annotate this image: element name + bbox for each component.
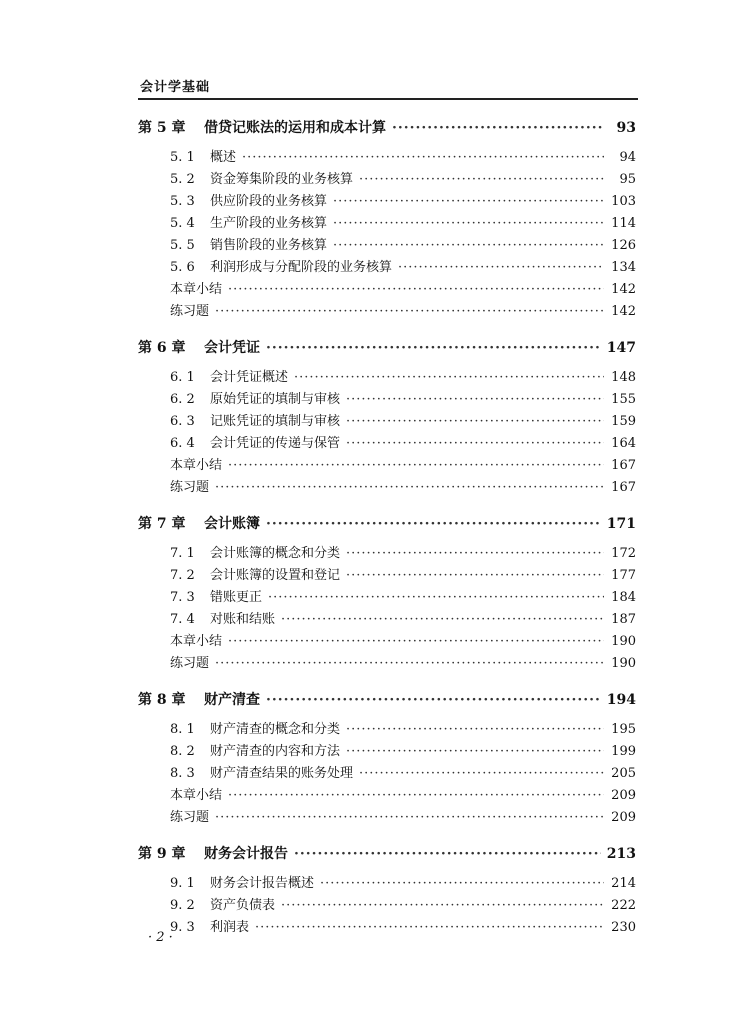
section-title: 利润形成与分配阶段的业务核算 [210, 260, 393, 275]
leader-dots [392, 117, 604, 139]
section-title: 会计凭证的传递与保管 [210, 436, 341, 451]
chapter-page: 194 [606, 692, 636, 708]
leader-dots [268, 587, 604, 609]
toc-entry[interactable] [138, 367, 636, 389]
section-page: 155 [611, 392, 636, 407]
toc-entry[interactable] [138, 895, 636, 917]
leader-dots [266, 689, 601, 711]
section-number: 6. 4 [170, 436, 195, 451]
toc-entry[interactable] [138, 609, 636, 631]
section-number: 5. 2 [170, 172, 195, 187]
chapter-number: 第 5 章 [138, 120, 186, 136]
section-title: 财产清查结果的账务处理 [210, 766, 354, 781]
section-title: 本章小结 [170, 458, 223, 473]
table-of-contents [138, 117, 636, 953]
section-number: 8. 2 [170, 744, 195, 759]
chapter-block [138, 337, 636, 499]
section-title: 练习题 [170, 656, 210, 671]
toc-entry[interactable] [138, 543, 636, 565]
toc-entry[interactable] [138, 477, 636, 499]
leader-dots [398, 257, 604, 279]
header-rule [138, 98, 638, 100]
section-page: 114 [611, 216, 636, 231]
toc-entry[interactable] [138, 587, 636, 609]
toc-entry[interactable] [138, 169, 636, 191]
leader-dots [320, 873, 604, 895]
section-title: 对账和结账 [210, 612, 276, 627]
chapter-page: 171 [606, 516, 636, 532]
toc-entry[interactable] [138, 147, 636, 169]
section-number: 7. 3 [170, 590, 195, 605]
section-page: 94 [619, 150, 636, 165]
section-page: 142 [611, 304, 636, 319]
section-page: 167 [611, 480, 636, 495]
chapter-page: 93 [616, 120, 636, 136]
chapter-title: 财产清查 [204, 692, 260, 708]
section-page: 95 [619, 172, 636, 187]
section-number: 8. 3 [170, 766, 195, 781]
page-number: · 2 · [148, 930, 173, 945]
section-page: 190 [611, 656, 636, 671]
section-page: 148 [611, 370, 636, 385]
chapter-title: 财务会计报告 [204, 846, 288, 862]
section-page: 159 [611, 414, 636, 429]
section-number: 7. 1 [170, 546, 195, 561]
toc-entry[interactable] [138, 235, 636, 257]
section-number: 6. 3 [170, 414, 195, 429]
leader-dots [242, 147, 604, 169]
chapter-number: 第 6 章 [138, 340, 186, 356]
toc-entry[interactable] [138, 455, 636, 477]
chapter-entry[interactable] [138, 117, 636, 139]
section-number: 9. 3 [170, 920, 195, 935]
toc-entry[interactable] [138, 257, 636, 279]
leader-dots [346, 719, 604, 741]
section-title: 资金筹集阶段的业务核算 [210, 172, 354, 187]
leader-dots [346, 741, 604, 763]
section-number: 7. 2 [170, 568, 195, 583]
section-page: 167 [611, 458, 636, 473]
toc-entry[interactable] [138, 213, 636, 235]
chapter-entry[interactable] [138, 689, 636, 711]
leader-dots [294, 843, 601, 865]
section-page: 214 [611, 876, 636, 891]
section-title: 会计凭证概述 [210, 370, 289, 385]
chapter-page: 213 [606, 846, 636, 862]
leader-dots [215, 301, 604, 323]
section-title: 本章小结 [170, 788, 223, 803]
section-number: 9. 1 [170, 876, 195, 891]
section-title: 销售阶段的业务核算 [210, 238, 328, 253]
leader-dots [228, 279, 604, 301]
toc-entry[interactable] [138, 719, 636, 741]
section-title: 财产清查的内容和方法 [210, 744, 341, 759]
section-number: 9. 2 [170, 898, 195, 913]
chapter-entry[interactable] [138, 337, 636, 359]
section-page: 190 [611, 634, 636, 649]
toc-entry[interactable] [138, 411, 636, 433]
toc-entry[interactable] [138, 433, 636, 455]
section-number: 5. 5 [170, 238, 195, 253]
section-page: 164 [611, 436, 636, 451]
toc-entry[interactable] [138, 301, 636, 323]
section-title: 练习题 [170, 304, 210, 319]
leader-dots [333, 213, 604, 235]
toc-entry[interactable] [138, 631, 636, 653]
chapter-title: 会计账簿 [204, 516, 260, 532]
section-title: 会计账簿的概念和分类 [210, 546, 341, 561]
chapter-block [138, 117, 636, 323]
section-title: 资产负债表 [210, 898, 276, 913]
section-page: 134 [611, 260, 636, 275]
chapter-title: 会计凭证 [204, 340, 260, 356]
section-number: 5. 3 [170, 194, 195, 209]
toc-entry[interactable] [138, 785, 636, 807]
section-page: 184 [611, 590, 636, 605]
section-page: 126 [611, 238, 636, 253]
leader-dots [346, 389, 604, 411]
leader-dots [228, 785, 604, 807]
chapter-number: 第 7 章 [138, 516, 186, 532]
toc-entry[interactable] [138, 653, 636, 675]
toc-entry[interactable] [138, 279, 636, 301]
section-page: 103 [611, 194, 636, 209]
leader-dots [294, 367, 604, 389]
section-number: 5. 1 [170, 150, 195, 165]
section-number: 8. 1 [170, 722, 195, 737]
leader-dots [255, 917, 604, 939]
section-title: 生产阶段的业务核算 [210, 216, 328, 231]
section-title: 本章小结 [170, 634, 223, 649]
leader-dots [333, 235, 604, 257]
section-page: 230 [611, 920, 636, 935]
chapter-block [138, 513, 636, 675]
leader-dots [359, 763, 604, 785]
section-title: 本章小结 [170, 282, 223, 297]
section-number: 5. 6 [170, 260, 195, 275]
section-title: 财产清查的概念和分类 [210, 722, 341, 737]
toc-entry[interactable] [138, 917, 636, 939]
leader-dots [281, 895, 604, 917]
chapter-page: 147 [606, 340, 636, 356]
toc-entry[interactable] [138, 565, 636, 587]
leader-dots [333, 191, 604, 213]
section-title: 错账更正 [210, 590, 263, 605]
section-page: 209 [611, 788, 636, 803]
section-number: 6. 1 [170, 370, 195, 385]
chapter-title: 借贷记账法的运用和成本计算 [204, 120, 386, 136]
leader-dots [266, 513, 601, 535]
leader-dots [228, 631, 604, 653]
section-title: 原始凭证的填制与审核 [210, 392, 341, 407]
chapter-entry[interactable] [138, 843, 636, 865]
chapter-block [138, 689, 636, 829]
toc-entry[interactable] [138, 389, 636, 411]
section-page: 222 [611, 898, 636, 913]
toc-entry[interactable] [138, 873, 636, 895]
toc-entry[interactable] [138, 741, 636, 763]
section-page: 199 [611, 744, 636, 759]
section-page: 177 [611, 568, 636, 583]
section-number: 6. 2 [170, 392, 195, 407]
leader-dots [228, 455, 604, 477]
section-number: 5. 4 [170, 216, 195, 231]
chapter-block [138, 843, 636, 939]
section-page: 195 [611, 722, 636, 737]
leader-dots [346, 543, 604, 565]
section-page: 172 [611, 546, 636, 561]
section-page: 187 [611, 612, 636, 627]
running-head: 会计学基础 [140, 80, 211, 95]
chapter-number: 第 9 章 [138, 846, 186, 862]
section-title: 练习题 [170, 480, 210, 495]
leader-dots [215, 477, 604, 499]
section-page: 205 [611, 766, 636, 781]
toc-entry[interactable] [138, 807, 636, 829]
section-title: 财务会计报告概述 [210, 876, 315, 891]
section-title: 概述 [210, 150, 237, 165]
leader-dots [346, 433, 604, 455]
leader-dots [281, 609, 604, 631]
leader-dots [215, 653, 604, 675]
chapter-entry[interactable] [138, 513, 636, 535]
section-title: 会计账簿的设置和登记 [210, 568, 341, 583]
toc-entry[interactable] [138, 191, 636, 213]
toc-entry[interactable] [138, 763, 636, 785]
leader-dots [346, 565, 604, 587]
section-title: 供应阶段的业务核算 [210, 194, 328, 209]
chapter-number: 第 8 章 [138, 692, 186, 708]
section-number: 7. 4 [170, 612, 195, 627]
leader-dots [359, 169, 604, 191]
section-title: 练习题 [170, 810, 210, 825]
leader-dots [266, 337, 601, 359]
section-title: 记账凭证的填制与审核 [210, 414, 341, 429]
section-title: 利润表 [210, 920, 250, 935]
section-page: 142 [611, 282, 636, 297]
section-page: 209 [611, 810, 636, 825]
leader-dots [215, 807, 604, 829]
leader-dots [346, 411, 604, 433]
